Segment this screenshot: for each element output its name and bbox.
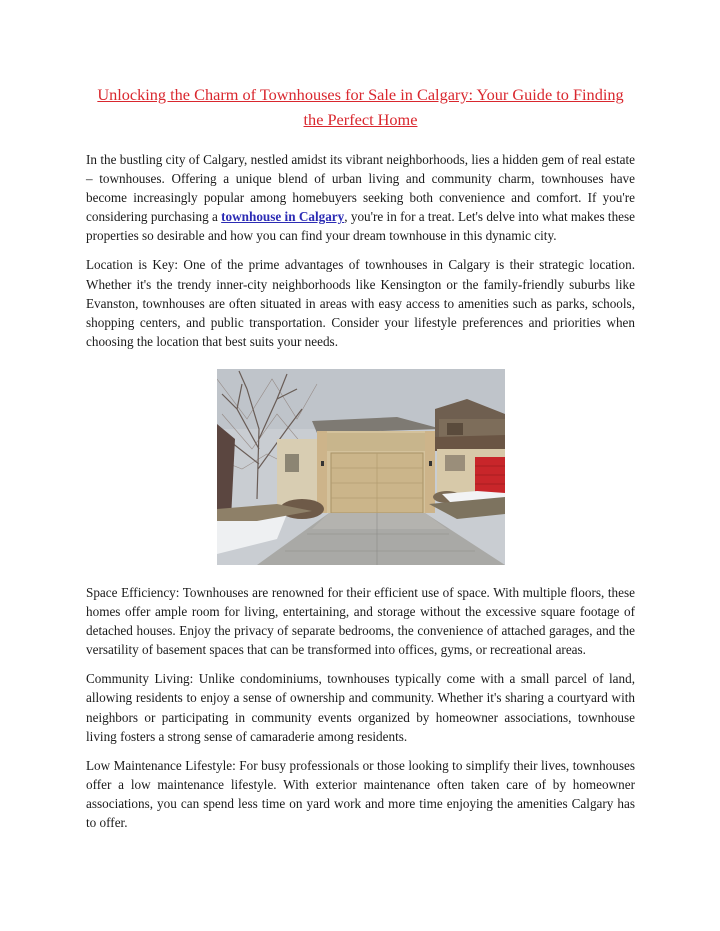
document-page <box>86 82 635 842</box>
document-title: Unlocking the Charm of Townhouses for Sale in Calgary: Your Guide to Finding the Perfect Home <box>97 85 624 129</box>
townhouse-photo <box>217 369 505 565</box>
intro-paragraph <box>86 150 635 245</box>
townhouse-calgary-link[interactable]: townhouse in Calgary <box>221 209 345 225</box>
community-paragraph: Community Living: Unlike condominiums, townhouses typically come with a small parcel of land, allowing residents to enjoy a sense of ownership and community. Whether it's sharing a courtyard with neighbors or participating in community events organized by homeowner associations, townhouse living fosters a strong sense of camaraderie among residents. <box>86 671 635 744</box>
space-paragraph: Space Efficiency: Townhouses are renowned for their efficient use of space. With multiple floors, these homes offer ample room for living, entertaining, and storage without the excessive square footage of detached houses. Enjoy the privacy of separate bedrooms, the convenience of attached garages, and the versatility of basement spaces that can be transformed into offices, gyms, or recreational areas. <box>86 584 635 658</box>
intro-text-after-link: , you're in for a treat. Let's delve into what makes these properties so desirable and how you can find your dream townhouse in this dynamic city. <box>86 209 635 244</box>
maintenance-paragraph: Low Maintenance Lifestyle: For busy professionals or those looking to simplify their lives, townhouses offer a low maintenance lifestyle. With exterior maintenance often taken care of by homeowner associations, you can spend less time on yard work and more time enjoying the amenities Calgary has to offer. <box>86 757 635 830</box>
intro-text-before-link: In the bustling city of Calgary, nestled amidst its vibrant neighborhoods, lies a hidden gem of real estate – townhouses. Offering a unique blend of urban living and community charm, townhouses have become increasingly popular among homebuyers seeking both convenience and comfort. If you're considering purchasing a <box>86 152 635 225</box>
location-paragraph: Location is Key: One of the prime advantages of townhouses in Calgary is their strategic location. Whether it's the trendy inner-city neighborhoods like Kensington or the family-friendly suburbs like Evanston, townhouses are often situated in areas with easy access to amenities such as parks, schools, shopping centers, and public transportation. Consider your lifestyle preferences and priorities when choosing the location that best suits your needs. <box>86 257 635 349</box>
